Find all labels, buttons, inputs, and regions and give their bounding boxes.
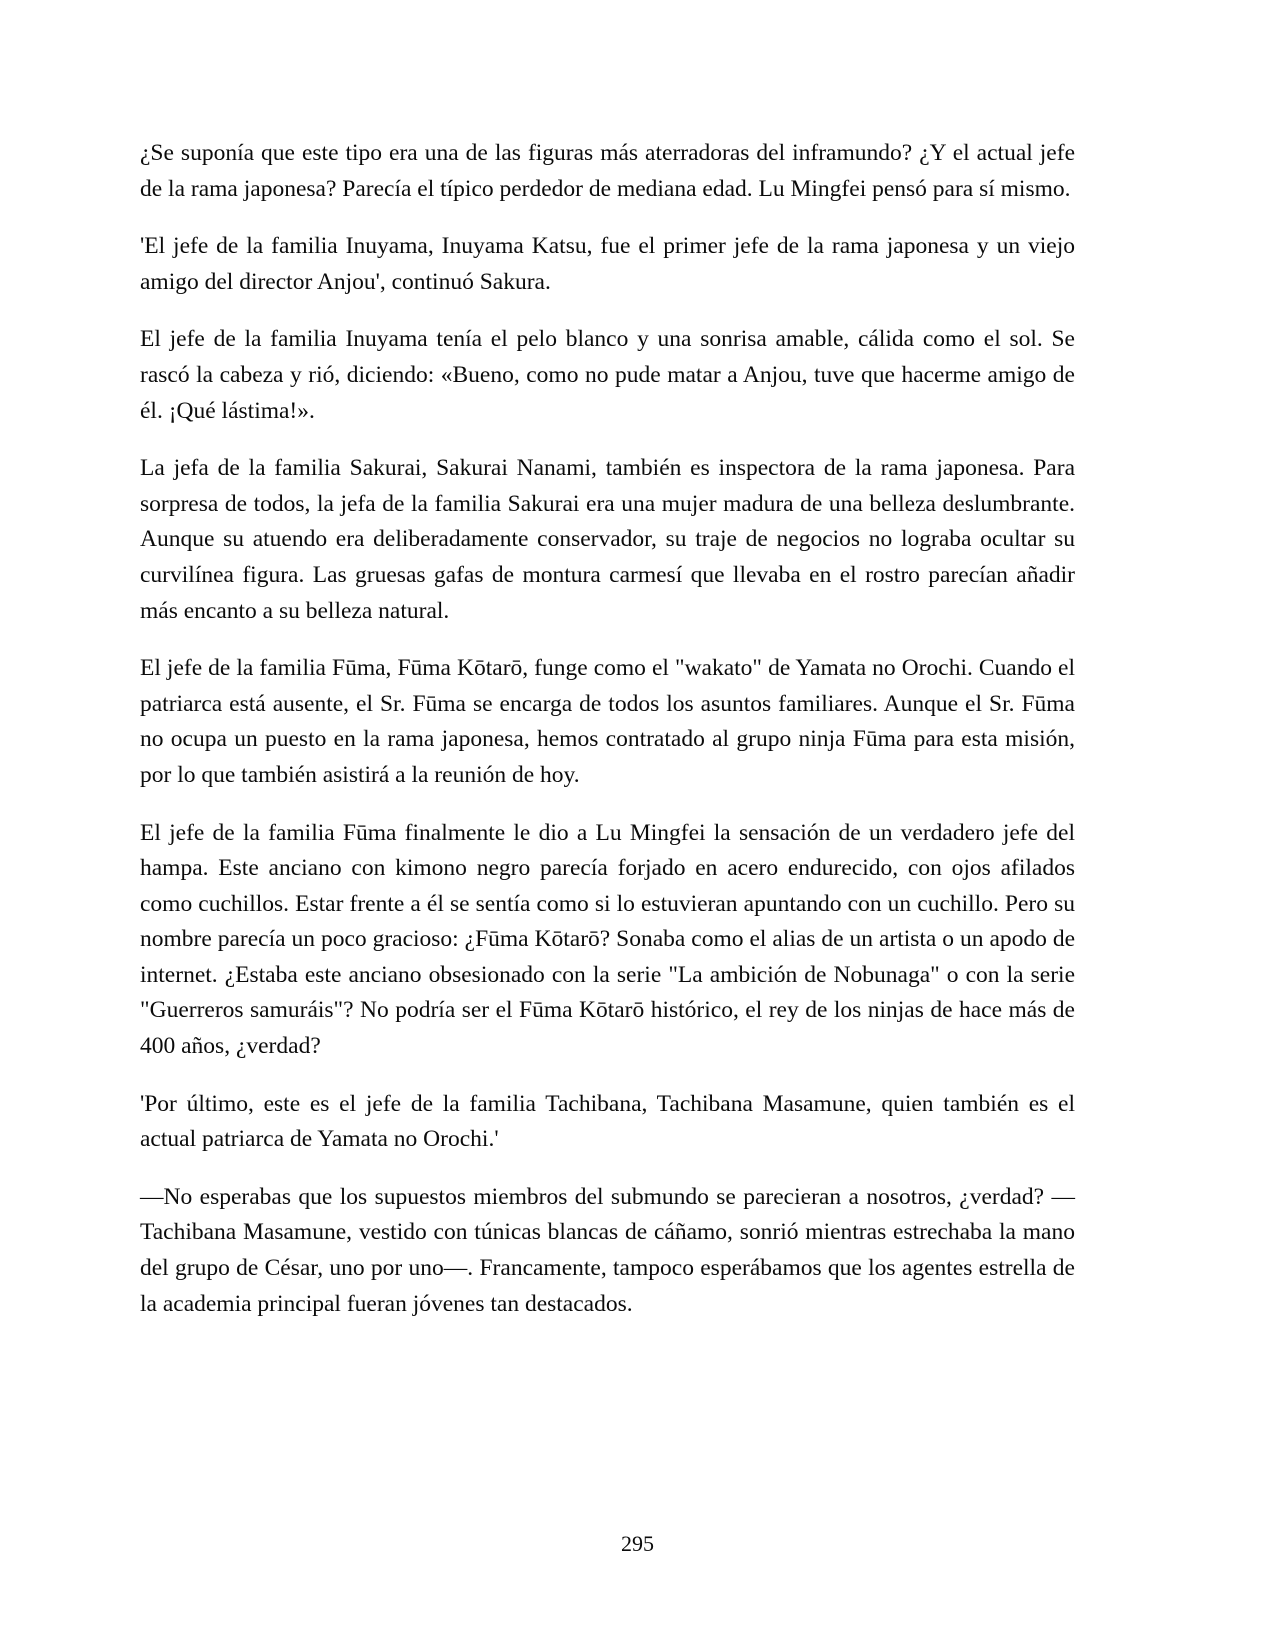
page-body-text [140,136,1075,1322]
paragraph: ¿Se suponía que este tipo era una de las figuras más aterradoras del inframundo? ¿Y el actual jefe de la rama japonesa? Parecía el típico perdedor de mediana edad. Lu Mingfei pensó para sí mismo. [140,140,1075,202]
paragraph: El jefe de la familia Fūma finalmente le dio a Lu Mingfei la sensación de un verdadero jefe del hampa. Este anciano con kimono negro parecía forjado en acero endurecido, con ojos afilados como cuchillos. Estar frente a él se sentía como si lo estuvieran apuntando con un cuchillo. Pero su nombre parecía un poco gracioso: ¿Fūma Kōtarō? Sonaba como el alias de un artista o un apodo de internet. ¿Estaba este anciano obsesionado con la serie "La ambición de Nobunaga" o con la serie "Guerreros samuráis"? No podría ser el Fūma Kōtarō histórico, el rey de los ninjas de hace más de 400 años, ¿verdad? [140,819,1075,1060]
paragraph: El jefe de la familia Inuyama tenía el pelo blanco y una sonrisa amable, cálida como el sol. Se rascó la cabeza y rió, diciendo: «Bueno, como no pude matar a Anjou, tuve que hacerme amigo de él. ¡Qué lástima!». [140,326,1075,424]
paragraph: La jefa de la familia Sakurai, Sakurai Nanami, también es inspectora de la rama japonesa. Para sorpresa de todos, la jefa de la familia Sakurai era una mujer madura de una belleza deslumbrante. Aunque su atuendo era deliberadamente conservador, su traje de negocios no lograba ocultar su curvilínea figura. Las gruesas gafas de montura carmesí que llevaba en el rostro parecían añadir más encanto a su belleza natural. [140,455,1075,624]
paragraph: 'El jefe de la familia Inuyama, Inuyama Katsu, fue el primer jefe de la rama japonesa y un viejo amigo del director Anjou', continuó Sakura. [140,233,1075,295]
paragraph: —No esperabas que los supuestos miembros del submundo se parecieran a nosotros, ¿verdad? —Tachibana Masamune, vestido con túnicas blancas de cáñamo, sonrió mientras estrechaba la mano del grupo de César, uno por uno—. Francamente, tampoco esperábamos que los agentes estrella de la academia principal fueran jóvenes tan destacados. [140,1183,1075,1317]
page-number: 295 [621,1531,654,1556]
paragraph: 'Por último, este es el jefe de la familia Tachibana, Tachibana Masamune, quien también es el actual patriarca de Yamata no Orochi.' [140,1090,1075,1153]
paragraph: El jefe de la familia Fūma, Fūma Kōtarō, funge como el "wakato" de Yamata no Orochi. Cuando el patriarca está ausente, el Sr. Fūma se encarga de todos los asuntos familiares. Aunque el Sr. Fūma no ocupa un puesto en la rama japonesa, hemos contratado al grupo ninja Fūma para esta misión, por lo que también asistirá a la reunión de hoy. [140,655,1075,788]
